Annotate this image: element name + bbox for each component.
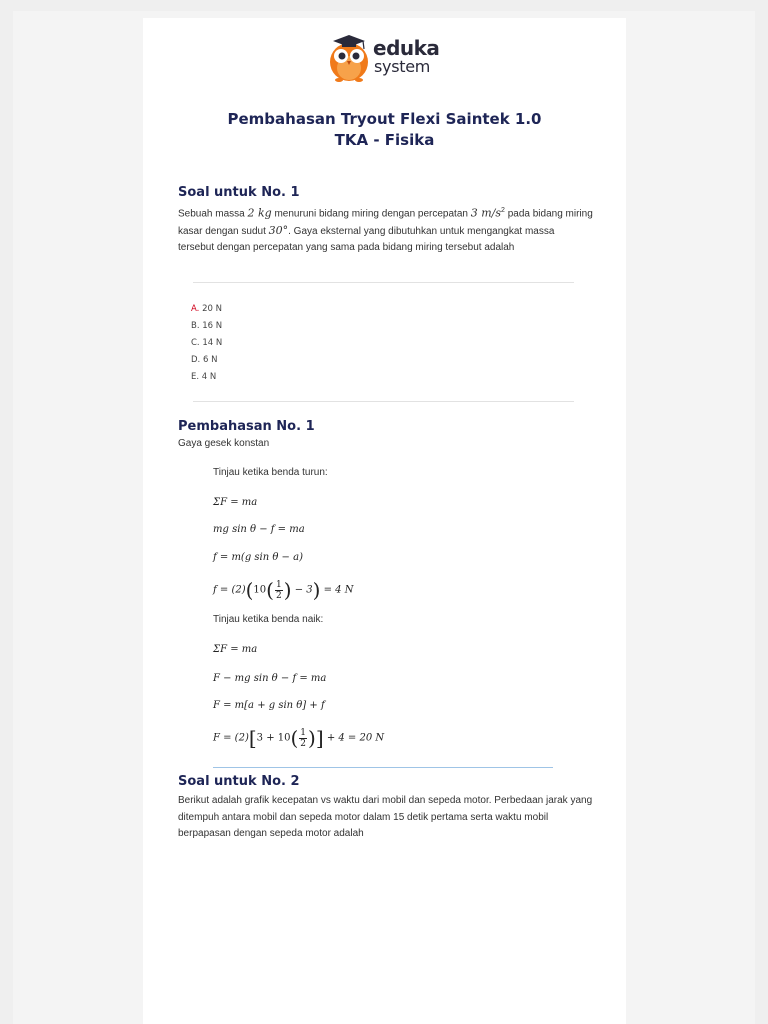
document-subtitle: TKA - Fisika (334, 131, 435, 149)
equation: f = (2)(10( $\frac{1}{2}$ ) − 3) = 4 N (213, 578, 354, 602)
soal-1-text: Sebuah massa 2 kg menuruni bidang miring dengan percepatan 3 $m/s^2$ pada bidang miring kasar dengan sudut 30°. Gaya eksternal yang dibutuhkan untuk mengangkat massa tersebut dengan percepatan yang sama pada bidang miring tersebut adalah (178, 206, 593, 254)
equation: mg sin θ − f = ma (213, 524, 305, 535)
option-d: D. 6 N (191, 355, 218, 365)
eduka-logo (327, 30, 457, 84)
pembahasan-1-heading: Pembahasan No. 1 (178, 419, 315, 434)
option-c: C. 14 N (191, 338, 223, 348)
answer-options (191, 301, 222, 386)
equation: F = m[a + g sin θ] + f (213, 700, 325, 711)
brand-subtitle: system (374, 57, 431, 76)
section-divider (213, 767, 553, 768)
document-title: Pembahasan Tryout Flexi Saintek 1.0 (227, 110, 542, 128)
tinjau-turun-label: Tinjau ketika benda turun: (213, 467, 328, 478)
soal-2-heading: Soal untuk No. 2 (178, 774, 300, 789)
divider (193, 282, 574, 283)
option-a: A. 20 N (191, 304, 222, 314)
soal-1-heading: Soal untuk No. 1 (178, 185, 300, 200)
document-page (143, 18, 626, 1024)
equation: F = (2)[3 + 10( $\frac{1}{2}$ )] + 4 = 20 N (213, 726, 385, 750)
brand-name: eduka (373, 36, 440, 60)
equation: f = m(g sin θ − a) (213, 552, 303, 563)
pembahasan-1-intro: Gaya gesek konstan (178, 438, 270, 449)
tinjau-naik-label: Tinjau ketika benda naik: (213, 614, 324, 625)
equation: ΣF = ma (213, 497, 258, 508)
option-b: B. 16 N (191, 321, 223, 331)
soal-2-text: Berikut adalah grafik kecepatan vs waktu dari mobil dan sepeda motor. Perbedaan jarak yang ditempuh antara mobil dan sepeda motor dalam 15 detik pertama serta waktu mobil berpapasan dengan sepeda motor adalah (178, 795, 593, 839)
equation: ΣF = ma (213, 644, 258, 655)
equation: F − mg sin θ − f = ma (213, 673, 327, 684)
owl-mascot-icon (327, 30, 371, 82)
divider (193, 401, 574, 402)
option-e: E. 4 N (191, 372, 217, 382)
